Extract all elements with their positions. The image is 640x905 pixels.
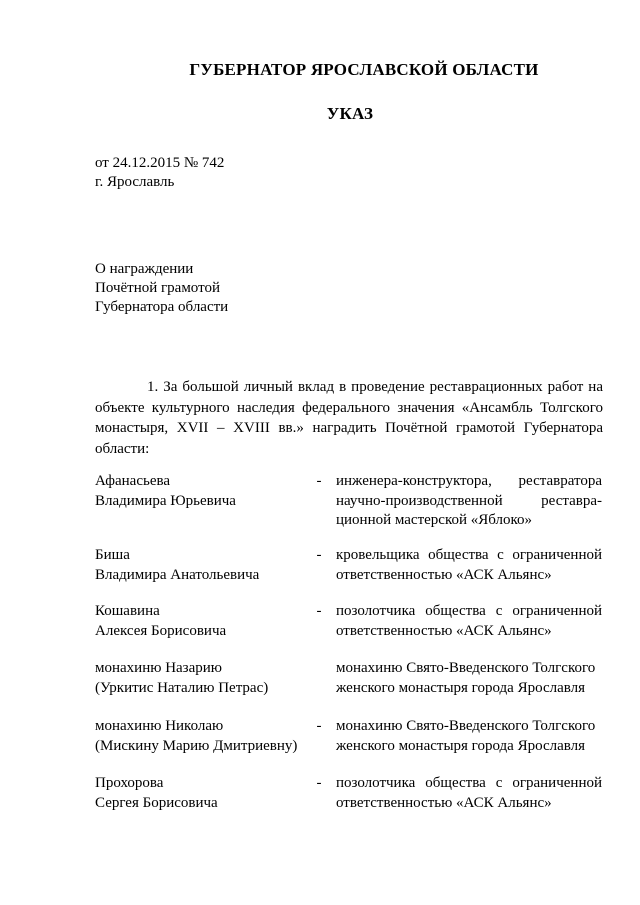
awardee-name bbox=[95, 546, 310, 585]
awardee-surname: Прохорова bbox=[95, 775, 164, 791]
position-line: ответственностью «АСК Альянс» bbox=[336, 622, 552, 639]
subject-line-3: Губернатора области bbox=[95, 299, 229, 315]
awardee-dash: - bbox=[316, 718, 322, 734]
awardee-given-names: (Уркитис Наталию Петрас) bbox=[95, 679, 269, 696]
awardee-position bbox=[336, 546, 602, 585]
position-line: монахиню Свято-Введенского Толгского bbox=[336, 660, 596, 676]
awardee-name bbox=[95, 472, 310, 511]
awardee-name bbox=[95, 602, 310, 641]
awardee-dash: - bbox=[316, 775, 322, 791]
awardee-dash: - bbox=[316, 603, 322, 619]
awardee-surname: Кошавина bbox=[95, 603, 160, 619]
position-line: кровельщика общества с ограниченной bbox=[336, 547, 602, 563]
awardee-given-names: Владимира Юрьевича bbox=[95, 492, 236, 509]
paragraph-1: 1. За большой личный вклад в проведение реставрационных работ на объекте культурного наследия федерального значения «Ансамбль Толгского монастыря, XVII – XVIII вв.» наградить Почётной грамотой Губернатора области: bbox=[95, 379, 603, 457]
awardee-position bbox=[336, 774, 602, 813]
awardee-surname: Афанасьева bbox=[95, 473, 171, 489]
governor-title: ГУБЕРНАТОР ЯРОСЛАВСКОЙ ОБЛАСТИ bbox=[189, 60, 539, 79]
position-line: позолотчика общества с ограниченной bbox=[336, 775, 602, 791]
position-line: ционной мастерской «Яблоко» bbox=[336, 512, 533, 528]
awardee-dash: - bbox=[316, 547, 322, 563]
awardee-given-names: Сергея Борисовича bbox=[95, 794, 218, 811]
decree-city: г. Ярославль bbox=[95, 174, 175, 190]
awardee-given-names: Владимира Анатольевича bbox=[95, 566, 260, 583]
awardee-surname: Биша bbox=[95, 547, 130, 563]
awardee-dash: - bbox=[316, 473, 322, 489]
awardee-position bbox=[336, 717, 602, 756]
awardee-surname: монахиню Назарию bbox=[95, 660, 222, 676]
awardee-position bbox=[336, 602, 602, 641]
subject-line-2: Почётной грамотой bbox=[95, 280, 220, 296]
position-line: женского монастыря города Ярославля bbox=[336, 679, 586, 696]
position-line: женского монастыря города Ярославля bbox=[336, 737, 586, 754]
awardee-name bbox=[95, 774, 310, 813]
awardee-given-names: Алексея Борисовича bbox=[95, 622, 227, 639]
position-line: позолотчика общества с ограниченной bbox=[336, 603, 602, 619]
awardee-given-names: (Мискину Марию Дмитриевну) bbox=[95, 737, 298, 754]
decree-date-number: от 24.12.2015 № 742 bbox=[95, 155, 225, 171]
awardee-position bbox=[336, 659, 602, 698]
awardee-name bbox=[95, 717, 310, 756]
position-line: ответственностью «АСК Альянс» bbox=[336, 566, 552, 583]
subject-line-1: О награждении bbox=[95, 261, 194, 277]
decree-title: УКАЗ bbox=[326, 104, 374, 123]
awardee-position bbox=[336, 472, 602, 531]
position-line: научно-производственной реставра- bbox=[336, 492, 602, 509]
position-line: ответственностью «АСК Альянс» bbox=[336, 794, 552, 811]
position-line: инженера-конструктора, реставратора bbox=[336, 473, 602, 489]
position-line: монахиню Свято-Введенского Толгского bbox=[336, 718, 596, 734]
awardee-surname: монахиню Николаю bbox=[95, 718, 224, 734]
awardee-name bbox=[95, 659, 310, 698]
